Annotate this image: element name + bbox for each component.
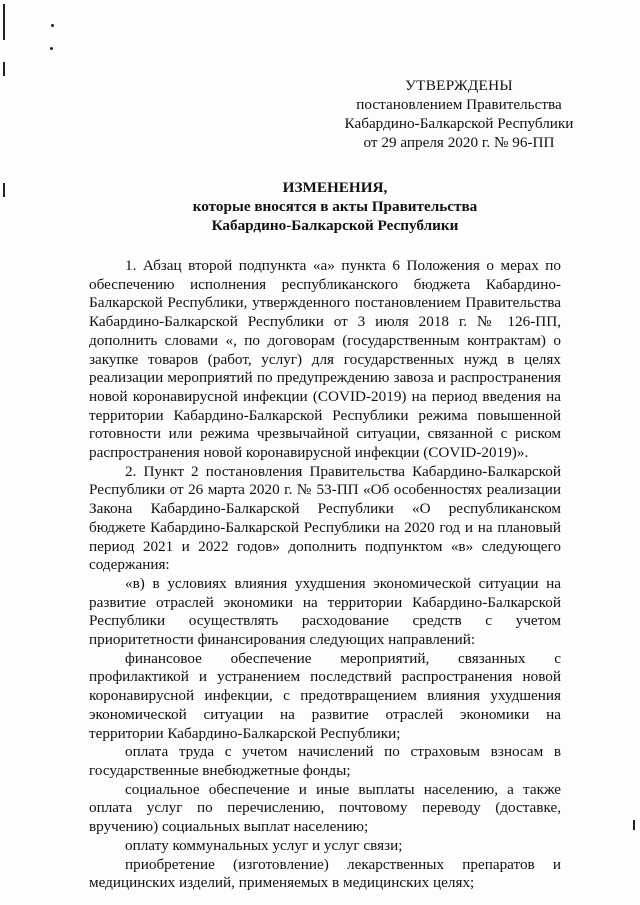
scan-mark: [50, 47, 53, 50]
heading-line: Кабардино-Балкарской Республики: [211, 217, 459, 234]
scan-mark: [3, 62, 5, 76]
paragraph: 2. Пункт 2 постановления Правительства Кабардино-Балкарской Республики от 26 марта 2020 г. № 53-ПП «Об особенностях реализации Закона Кабардино-Балкарской Республики «О республиканском бюджете Кабардино-Балкарской Республики на 2020 год и на плановый период 2021 и 2022 годов» дополнить подпунктом «в» следующего содержания:: [89, 462, 561, 574]
paragraph: социальное обеспечение и иные выплаты населению, а также оплата услуг по перечислению, почтовому переводу (доставке, вручению) социальных выплат населению;: [89, 780, 561, 836]
approval-title: УТВЕРЖДЕНЫ: [405, 77, 513, 94]
approval-line: от 29 апреля 2020 г. № 96-ПП: [363, 134, 555, 151]
paragraph: оплату коммунальных услуг и услуг связи;: [125, 836, 403, 854]
heading-line: которые вносятся в акты Правительства: [192, 198, 478, 215]
heading-title: ИЗМЕНЕНИЯ,: [282, 179, 388, 196]
paragraph: финансовое обеспечение мероприятий, связанных с профилактикой и устранением последствий распространения новой коронавирусной инфекции, с предотвращением влияния ухудшения экономической ситуации на развитие отраслей экономики на территории Кабардино-Балкарской Республики;: [89, 649, 561, 742]
paragraph: приобретение (изготовление) лекарственных препаратов и медицинских изделий, применяемых в медицинских целях;: [89, 855, 561, 892]
paragraph: оплата труда с учетом начислений по страховым взносам в государственные внебюджетные фонды;: [89, 743, 561, 779]
scan-mark: [51, 24, 54, 27]
scan-mark: [3, 4, 5, 40]
paragraph: 1. Абзац второй подпункта «а» пункта 6 Положения о мерах по обеспечению исполнения республиканского бюджета Кабардино-Балкарской Республики, утвержденного постановлением Правительства Кабардино-Балкарской Республики от 3 июля 2018 г. № 126-ПП, дополнить словами «, по договорам (государственным контрактам) о закупке товаров (работ, услуг) для государственных нужд в целях реализации мероприятий по предупреждению завоза и распространения новой коронавирусной инфекции (COVID-2019) на период введения на территории Кабардино-Балкарской Республики режима повышенной готовности или режима чрезвычайной ситуации, связанной с риском распространения новой коронавирусной инфекции (COVID-2019)».: [89, 257, 561, 462]
paragraph: «в) в условиях влияния ухудшения экономической ситуации на развитие отраслей экономики на территории Кабардино-Балкарской Республики осуществлять расходование средств с учетом приоритетности финансирования следующих направлений:: [89, 574, 561, 649]
approval-block: [334, 76, 584, 152]
document-body: [89, 257, 561, 893]
document-heading: [120, 178, 550, 235]
approval-line: постановлением Правительства: [356, 96, 562, 113]
scan-mark: [3, 183, 5, 197]
approval-line: Кабардино-Балкарской Республики: [344, 115, 574, 132]
scan-mark: [633, 820, 635, 830]
